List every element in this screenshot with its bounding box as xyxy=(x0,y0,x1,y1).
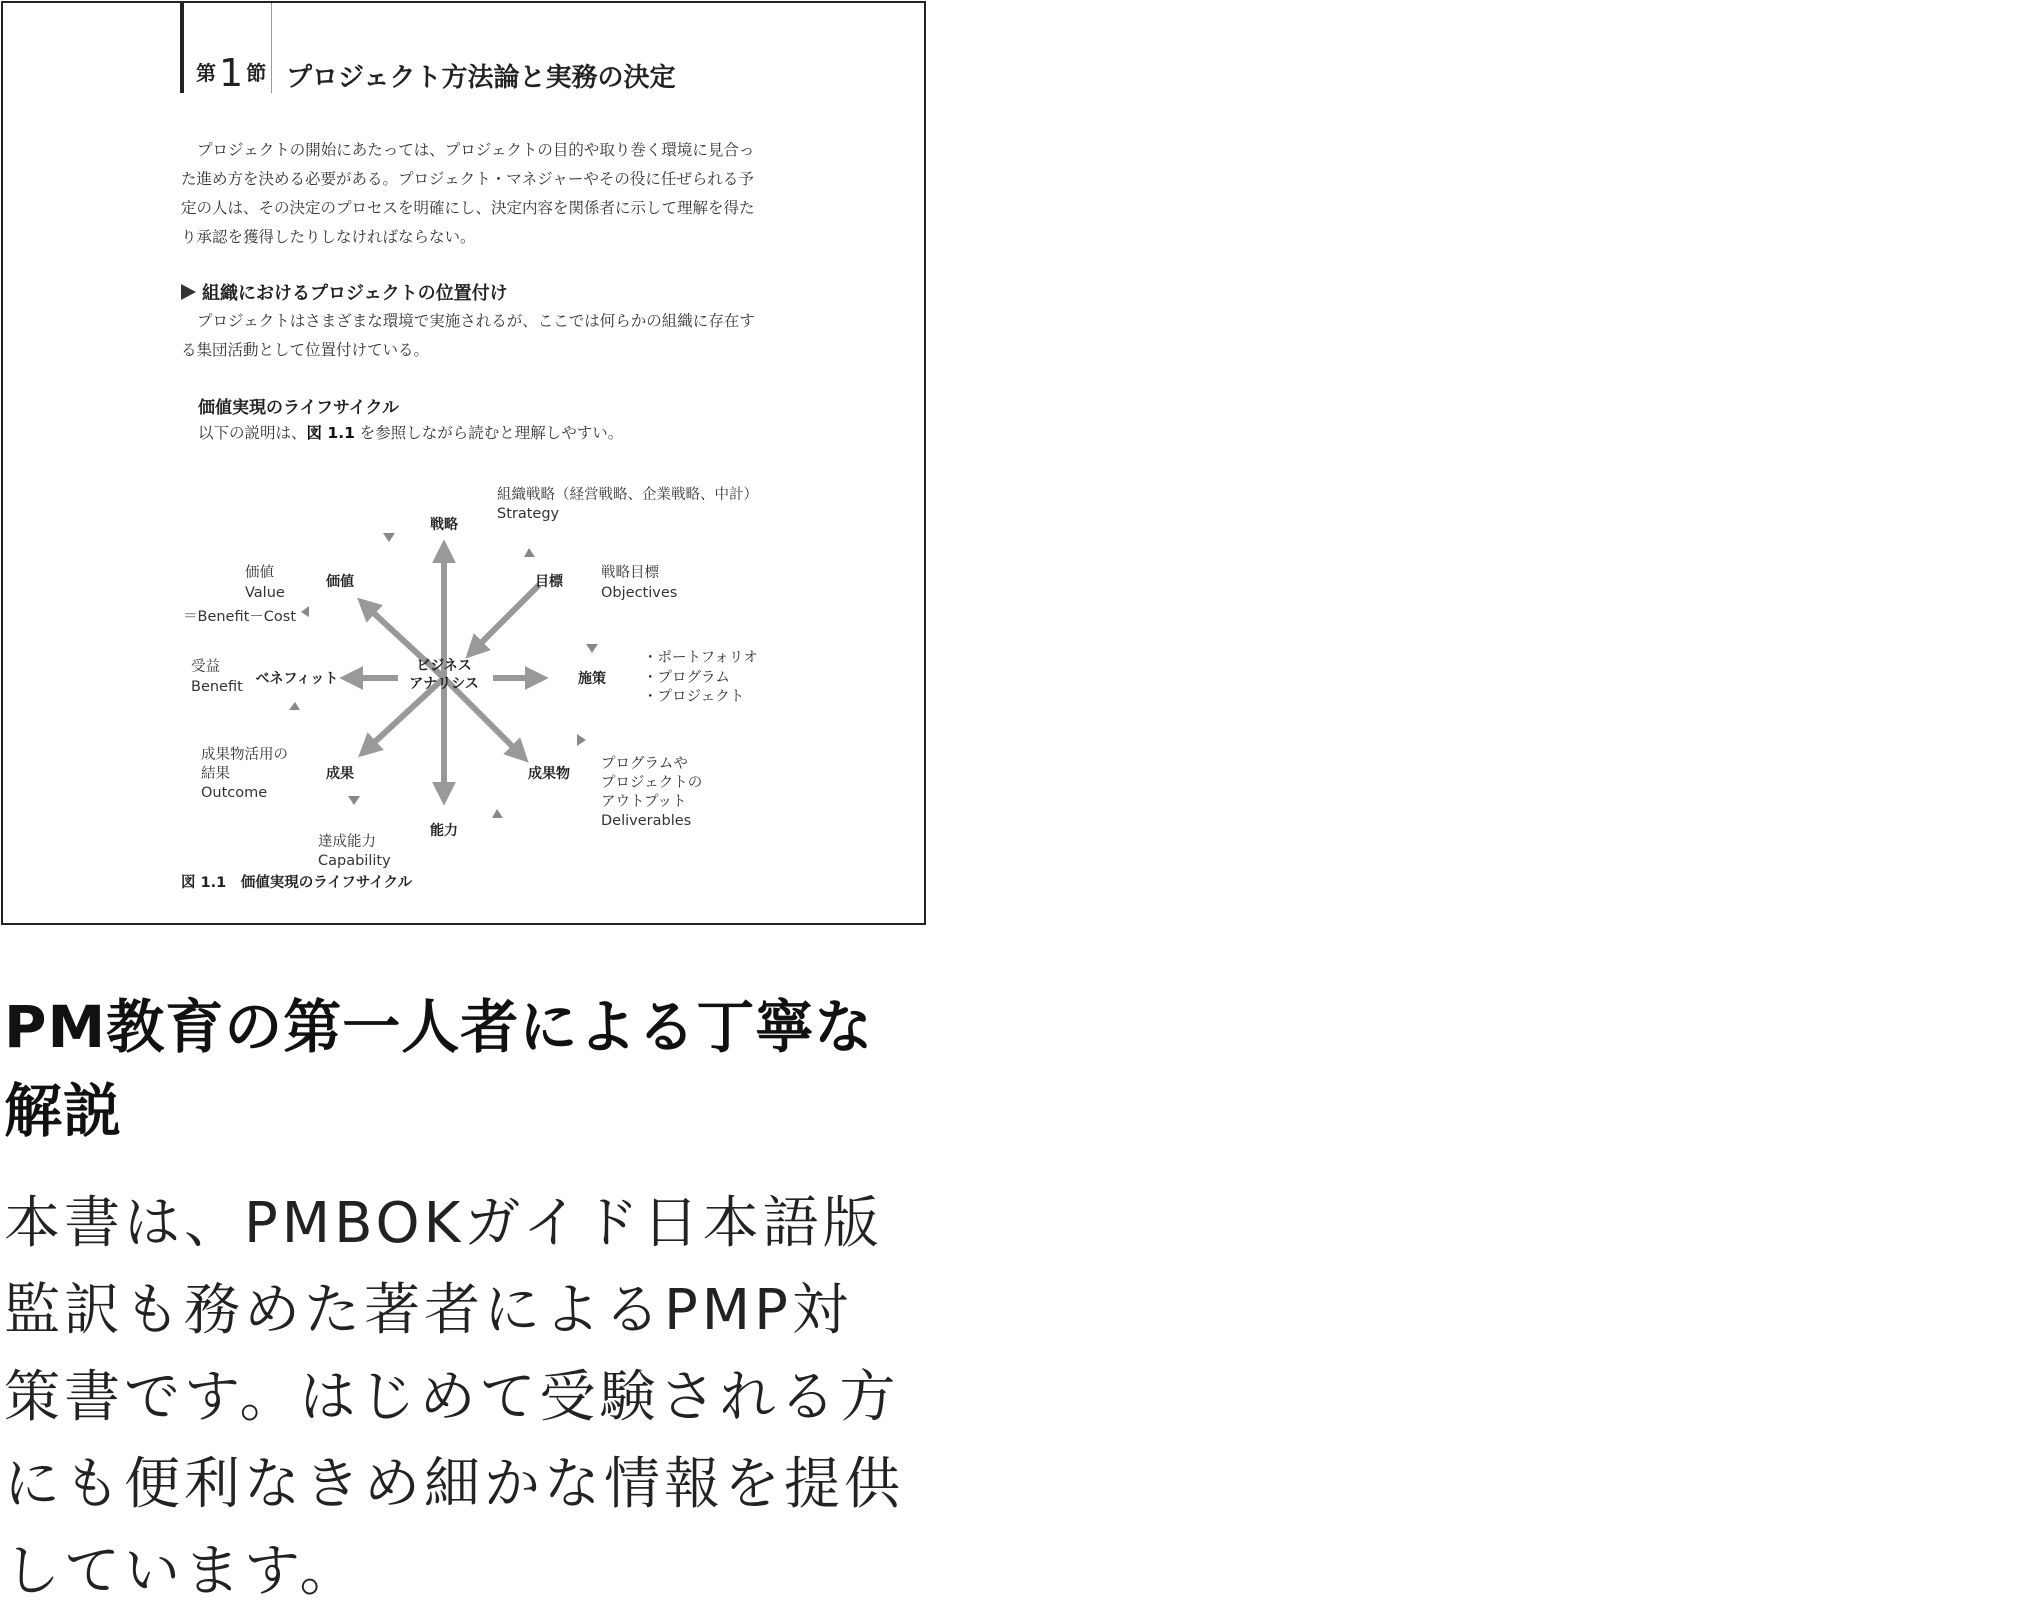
figure-caption: 図 1.1 価値実現のライフサイクル xyxy=(181,875,413,891)
label-objectives-1: 戦略目標 xyxy=(601,565,659,581)
label-deliverables-2: プロジェクトの xyxy=(601,775,703,791)
label-benefit-1: 受益 xyxy=(191,659,220,675)
label-value-3: ＝Benefit－Cost xyxy=(183,609,297,625)
book-page-preview xyxy=(1,1,926,925)
label-deliverables-4: Deliverables xyxy=(601,813,692,829)
node-capability: 能力 xyxy=(430,823,458,839)
label-initiatives-1: ・ポートフォリオ xyxy=(643,650,758,666)
label-capability-1: 達成能力 xyxy=(318,834,376,850)
promo-body: 本書は、PMBOKガイド日本語版 監訳も務めた著者によるPMP対 策書です。はじめて受験される方 にも便利なきめ細かな情報を提供 しています。 xyxy=(4,1191,904,1604)
label-outcome-3: Outcome xyxy=(201,785,268,801)
node-deliverables: 成果物 xyxy=(528,766,570,782)
label-strategy-2: Strategy xyxy=(497,506,560,522)
label-capability-2: Capability xyxy=(318,853,391,869)
section-title: プロジェクト方法論と実務の決定 xyxy=(286,63,676,93)
label-value-1: 価値 xyxy=(245,565,274,581)
cycle-triangle-3 xyxy=(586,644,598,653)
label-outcome-2: 結果 xyxy=(201,766,230,782)
center-node-line2: アナリシス xyxy=(409,676,479,692)
cycle-triangle-6 xyxy=(348,796,360,805)
node-outcome: 成果 xyxy=(326,766,354,782)
node-value: 価値 xyxy=(326,574,354,590)
node-benefit: ベネフィット xyxy=(255,671,339,687)
label-outcome-1: 成果物活用の xyxy=(201,747,288,763)
label-deliverables-3: アウトプット xyxy=(601,794,687,810)
intro-paragraph: プロジェクトの開始にあたっては、プロジェクトの目的や取り巻く環境に見合っ た進め方を決める必要がある。プロジェクト・マネジャーやその役に任ぜられる予 定の人は、その決定のプロセスを明確にし、決定内容を関係者に示して理解を得た り承認を獲得したりしなければならない。 xyxy=(181,141,755,246)
label-deliverables-1: プログラムや xyxy=(601,756,688,772)
cycle-triangle-4 xyxy=(577,734,586,746)
figure-reference-line: 以下の説明は、図 1.1 を参照しながら読むと理解しやすい。 xyxy=(198,424,624,442)
node-initiatives: 施策 xyxy=(578,671,606,687)
value-lifecycle-diagram xyxy=(3,3,924,923)
heading-org: 組織におけるプロジェクトの位置付け xyxy=(181,279,508,305)
center-node-line1: ビジネス xyxy=(416,658,472,674)
cycle-triangle-5 xyxy=(492,809,503,818)
arrow-from-objectives xyxy=(473,585,539,651)
label-initiatives-3: ・プロジェクト xyxy=(643,689,745,705)
label-value-2: Value xyxy=(245,585,285,601)
label-benefit-2: Benefit xyxy=(191,679,243,695)
label-initiatives-2: ・プログラム xyxy=(643,670,730,686)
cycle-triangle-7 xyxy=(289,702,300,710)
org-paragraph: プロジェクトはさまざまな環境で実施されるが、ここでは何らかの組織に存在す る集団活動として位置付けている。 xyxy=(181,312,755,359)
node-strategy: 戦略 xyxy=(430,517,458,533)
label-strategy-1: 組織戦略（経営戦略、企業戦略、中計） xyxy=(497,487,758,503)
node-objectives: 目標 xyxy=(535,574,563,590)
cycle-triangle-1 xyxy=(383,533,395,542)
cycle-triangle-8 xyxy=(301,606,309,617)
label-objectives-2: Objectives xyxy=(601,585,678,601)
promo-headline: PM教育の第一人者による丁寧な 解説 xyxy=(4,993,874,1145)
subheading-lifecycle: 価値実現のライフサイクル xyxy=(198,398,399,418)
section-number: 第1 節 xyxy=(196,51,267,95)
cycle-triangle-2 xyxy=(524,548,535,557)
